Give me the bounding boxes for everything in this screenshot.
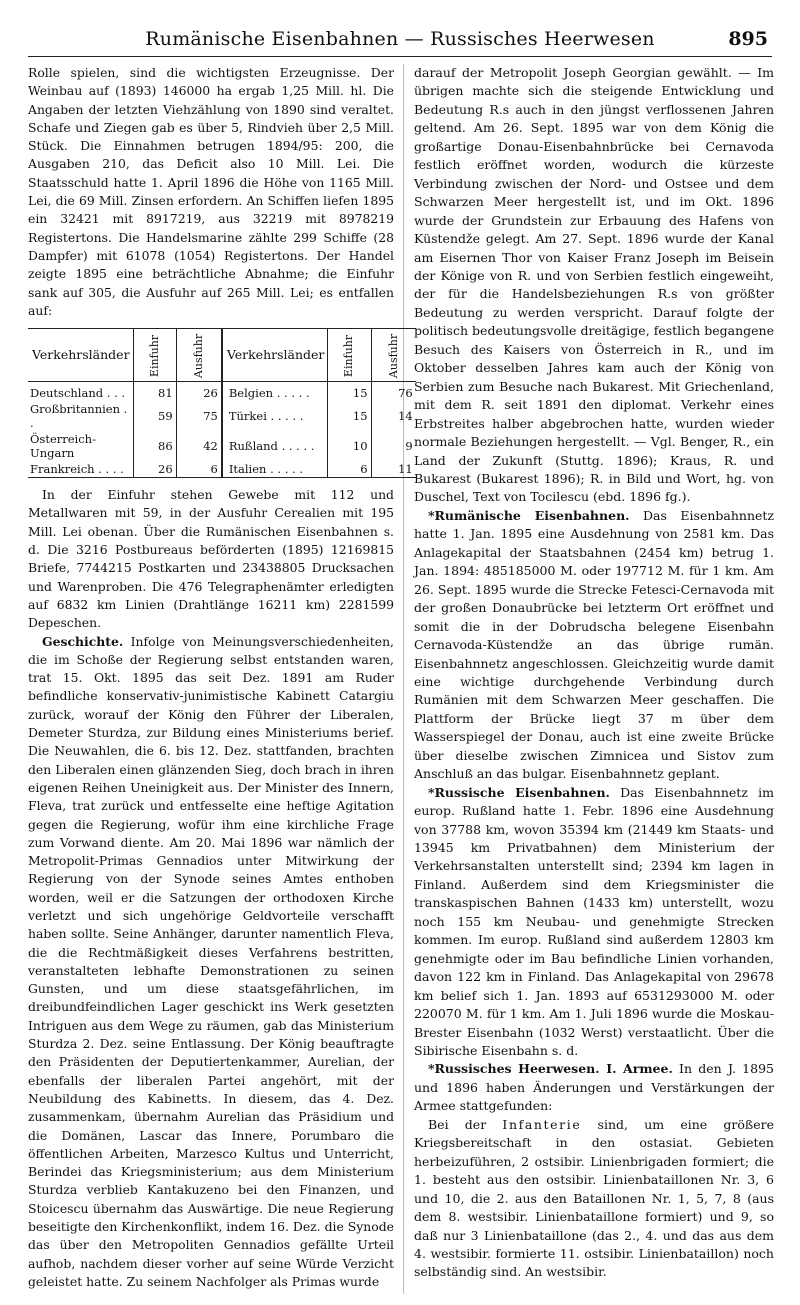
- entry-russian-army: [414, 1060, 774, 1115]
- entry-text: Das Eisenbahnnetz im europ. Rußland hatte 1. Febr. 1896 eine Ausdehnung von 37788 km, wovon 35394 km (21449 km Staats- und 13945 km Privatbahnen) dem Ministerium der Verkehrsanstalten unterstellt sind; 2394 km lagen in Finland. Außerdem sind dem Kriegsminister die transkaspischen Bahnen (1433 km) unterstellt, wozu noch 155 km Neubau- und genehmigte Strecken kommen. Im europ. Rußland sind außerdem 12803 km genehmigte oder im Bau befindliche Linien vorhanden, davon 122 km in Finland. Das Anlagekapital von 29678 km belief sich 1. Jan. 1893 auf 6531293000 M. oder 220070 M. für 1 km. Am 1. Juli 1896 wurde die Moskau-Brester Eisenbahn (1032 Werst) verstaatlicht. Über die Sibirische Eisenbahn s. d.: [414, 784, 774, 1059]
- table-header-country: Verkehrsländer: [222, 329, 328, 382]
- table-row: [28, 382, 416, 402]
- table-cell: Rußland . . . . .: [222, 431, 328, 461]
- table-cell: 86: [133, 431, 176, 461]
- entry-russian-railways: [414, 784, 774, 1061]
- paragraph-economy: Rolle spielen, sind die wichtigsten Erzeugnisse. Der Weinbau auf (1893) 146000 ha ergab 1,25 Mill. hl. Die Angaben der letzten Viehzählung von 1890 sind veraltet. Schafe und Ziegen gab es über 5, Rindvieh über 2,5 Mill. Stück. Die Einnahmen betrugen 1894/95: 200, die Ausgaben 210, das Deficit also 10 Mill. Lei. Die Staatsschuld hatte 1. April 1896 die Höhe von 1165 Mill. Lei, die 69 Mill. Zinsen erfordern. An Schiffen liefen 1895 ein 32421 mit 8917219, aus 32219 mit 8978219 Registertons. Die Handelsmarine zählte 299 Schiffe (28 Dampfer) mit 61078 (1054) Registertons. Der Handel zeigte 1895 eine beträchtliche Abnahme; die Einfuhr sank auf 305, die Ausfuhr auf 265 Mill. Lei; es entfallen auf:: [28, 65, 394, 318]
- table-header-country: Verkehrsländer: [28, 329, 133, 382]
- table-cell: 59: [133, 401, 176, 431]
- section-heading: Geschichte.: [42, 633, 124, 649]
- table-row: [28, 461, 416, 478]
- table-cell: Belgien . . . . .: [222, 382, 328, 402]
- table-cell: 81: [133, 382, 176, 402]
- right-column: [414, 64, 774, 1282]
- spaced-term: Infanterie: [502, 1116, 582, 1132]
- table-cell: 15: [328, 382, 371, 402]
- column-divider: [403, 64, 404, 1294]
- table-cell: 10: [328, 431, 371, 461]
- table-cell: 42: [176, 431, 222, 461]
- table-header-import: Einfuhr: [133, 329, 176, 382]
- table-cell: 75: [176, 401, 222, 431]
- table-cell: 26: [176, 382, 222, 402]
- table-row: [28, 401, 416, 431]
- paragraph-trade: In der Einfuhr stehen Gewebe mit 112 und Metallwaren mit 59, in der Ausfuhr Cerealien mit 195 Mill. Lei obenan. Über die Rumänischen Eisenbahnen s. d. Die 3216 Postbureaus beförderten (1895) 12169815 Briefe, 7744215 Postkarten und 23438805 Drucksachen und Warenproben. Die 476 Telegraphenämter erledigten auf 6832 km Linien (Drahtlänge 16211 km) 2281599 Depeschen.: [28, 487, 394, 631]
- table-cell: Italien . . . . .: [222, 461, 328, 478]
- paragraph-text: sind, um eine größere Kriegsbereitschaft in den ostasiat. Gebieten herbeizuführen, 2 ostsibir. Linienbrigaden formiert; die 1. besteht aus den ostsibir. Linienbataillonen Nr. 3, 6 und 10, die 2. aus den Bataillonen Nr. 1, 5, 7, 8 (aus dem 8. westsibir. Linienbataillone formiert) und 9, so daß nur 3 Linienbataillone (das 2., 4. und das aus dem 4. westsibir. formierte 11. ostsibir. Linienbataillon) noch selbständig sind. An westsibir.: [414, 1116, 775, 1280]
- table-cell: 11: [371, 461, 416, 478]
- table-cell: Frankreich . . . .: [30, 462, 124, 477]
- paragraph-infantry: [414, 1116, 774, 1282]
- entry-text: In den J. 1895 und 1896 haben Änderungen und Verstärkungen der Armee stattgefunden:: [414, 1061, 774, 1114]
- page-number: 895: [728, 28, 768, 50]
- paragraph-text: Infolge von Meinungsverschiedenheiten, die im Schoße der Regierung selbst entstanden waren, trat 15. Okt. 1895 das seit Dez. 1891 am Ruder befindliche konservativ-junimistische Kabinett Catargiu zurück, worauf der König den Führer der Liberalen, Demeter Sturdza, zur Bildung eines Ministeriums berief. Die Neuwahlen, die 6. bis 12. Dez. stattfanden, brachten den Liberalen einen glänzenden Sieg, doch brach in ihren eigenen Reihen Uneinigkeit aus. Der Minister des Innern, Fleva, trat zurück und entfesselte eine heftige Agitation gegen die Regierung, wofür ihm eine kirchliche Frage zum Vorwand diente. Am 20. Mai 1896 war nämlich der Metropolit-Primas Gennadios unter Mitwirkung der Regierung von der Synode seines Amtes enthoben worden, weil er die Satzungen der orthodoxen Kirche verletzt und sich ungehörige Geldvorteile verschafft haben sollte. Seine Anhänger, darunter namentlich Fleva, die die Rechtmäßigkeit dieses Verfahrens bestritten, veranstalteten lebhafte Demonstrationen zu seinen Gunsten, und um diese staatsgefährlichen, im dreibundfeindlichen Lager geschickt ins Werk gesetzten Intriguen aus dem Wege zu räumen, gab das Ministerium Sturdza 2. Dez. seine Entlassung. Der König beauftragte den Präsidenten der Deputiertenkammer, Aurelian, der ebenfalls der liberalen Partei angehört, mit der Neubildung des Kabinetts. In diesem, das 4. Dez. zusammenkam, übernahm Aurelian das Präsidium und die Domänen, Lascar das Innere, Porumbaro die öffentlichen Arbeiten, Marzesco Kultus und Unterricht, Berindei das Kriegsministerium; aus dem Ministerium Sturdza verblieb Kantakuzeno bei den Finanzen, und Stoicescu übernahm das Auswärtige. Die neue Regierung beseitigte den Kirchenkonflikt, indem 16. Dez. die Synode das über den Metropoliten Gennadios gefällte Urteil aufhob, nachdem dieser vorher auf seine Würde Verzicht geleistet hatte. Zu seinem Nachfolger als Primas wurde: [28, 633, 394, 1289]
- entry-text: Das Eisenbahnnetz hatte 1. Jan. 1895 eine Ausdehnung von 2581 km. Das Anlagekapital der Staatsbahnen (2454 km) betrug 1. Jan. 1894: 485185000 M. oder 197712 M. für 1 km. Am 26. Sept. 1895 wurde die Strecke Fetesci-Cernavoda mit der großen Donaubrücke bei letzterm Ort eröffnet und somit die in der Dobrudscha belegene Eisenbahn Cernavoda-Küstendže an das übrige rumän. Eisenbahnnetz angeschlossen. Gleichzeitig wurde damit eine wichtige durchgehende Verbindung durch Rumänien mit dem Schwarzen Meer geschaffen. Die Plattform der Brücke liegt 37 m über dem Wasserspiegel der Donau, auch ist eine zweite Brücke über dieselbe zwischen Zimnicea und Sistov zum Anschluß an das bulgar. Eisenbahnnetz geplant.: [414, 507, 775, 782]
- table-row: [28, 431, 416, 461]
- running-title: Rumänische Eisenbahnen — Russisches Heerwesen: [145, 28, 655, 50]
- left-column: [28, 64, 413, 1291]
- table-cell: 6: [176, 461, 222, 478]
- table-cell: Türkei . . . . .: [222, 401, 328, 431]
- table-header-row: [28, 329, 416, 382]
- entry-romanian-railways: [414, 507, 774, 784]
- table-cell: Österreich-Ungarn: [30, 432, 96, 461]
- table-header-export: Ausfuhr: [176, 329, 222, 382]
- entry-heading: *Russische Eisenbahnen.: [428, 784, 610, 800]
- table-cell: 14: [371, 401, 416, 431]
- table-header-export: Ausfuhr: [371, 329, 416, 382]
- paragraph-continued: darauf der Metropolit Joseph Georgian gewählt. — Im übrigen machte sich die steigende Entwicklung und Bedeutung R.s auch in den jüngst verflossenen Jahren geltend. Am 26. Sept. 1895 war von dem König die großartige Donau-Eisenbahnbrücke bei Cernavoda festlich eröffnet worden, wodurch die kürzeste Verbindung zwischen der Nord- und Ostsee und dem Schwarzen Meer hergestellt ist, und im Okt. 1896 wurde der Grundstein zur Erbauung des Hafens von Küstendže gelegt. Am 27. Sept. 1896 wurde der Kanal am Eisernen Thor von Kaiser Franz Joseph im Beisein der Könige von R. und von Serbien festlich eingeweiht, der für die Handelsbeziehungen R.s von größter Bedeutung zu werden verspricht. Darauf folgte der politisch bedeutungsvolle dreitägige, festlich begangene Besuch des Kaisers von Österreich in R., und im Oktober desselben Jahres kam auch der König von Serbien zum Besuche nach Bukarest. Mit Griechenland, mit dem R. seit 1891 den diplomat. Verkehr eines Erbstreites halber abgebrochen hatte, wurden wieder normale Beziehungen hergestellt. — Vgl. Benger, R., ein Land der Zukunft (Stuttg. 1896); Kraus, R. und Bukarest (Bukarest 1896); R. in Bild und Wort, hg. von Duschel, Text von Tocilescu (ebd. 1896 fg.).: [414, 65, 774, 505]
- table-cell: 6: [328, 461, 371, 478]
- table-cell: Deutschland . . .: [30, 386, 126, 401]
- table-cell: 15: [328, 401, 371, 431]
- table-cell: Großbritannien . .: [30, 402, 128, 431]
- paragraph-lead: Bei der: [428, 1116, 503, 1132]
- table-cell: 9: [371, 431, 416, 461]
- table-header-import: Einfuhr: [328, 329, 371, 382]
- trade-table: [28, 328, 416, 478]
- table-cell: 76: [371, 382, 416, 402]
- page-header: [28, 22, 772, 57]
- table-cell: 26: [133, 461, 176, 478]
- paragraph-history: [28, 633, 394, 1292]
- entry-heading: *Russisches Heerwesen. I. Armee.: [428, 1061, 673, 1077]
- entry-heading: *Rumänische Eisenbahnen.: [428, 507, 630, 523]
